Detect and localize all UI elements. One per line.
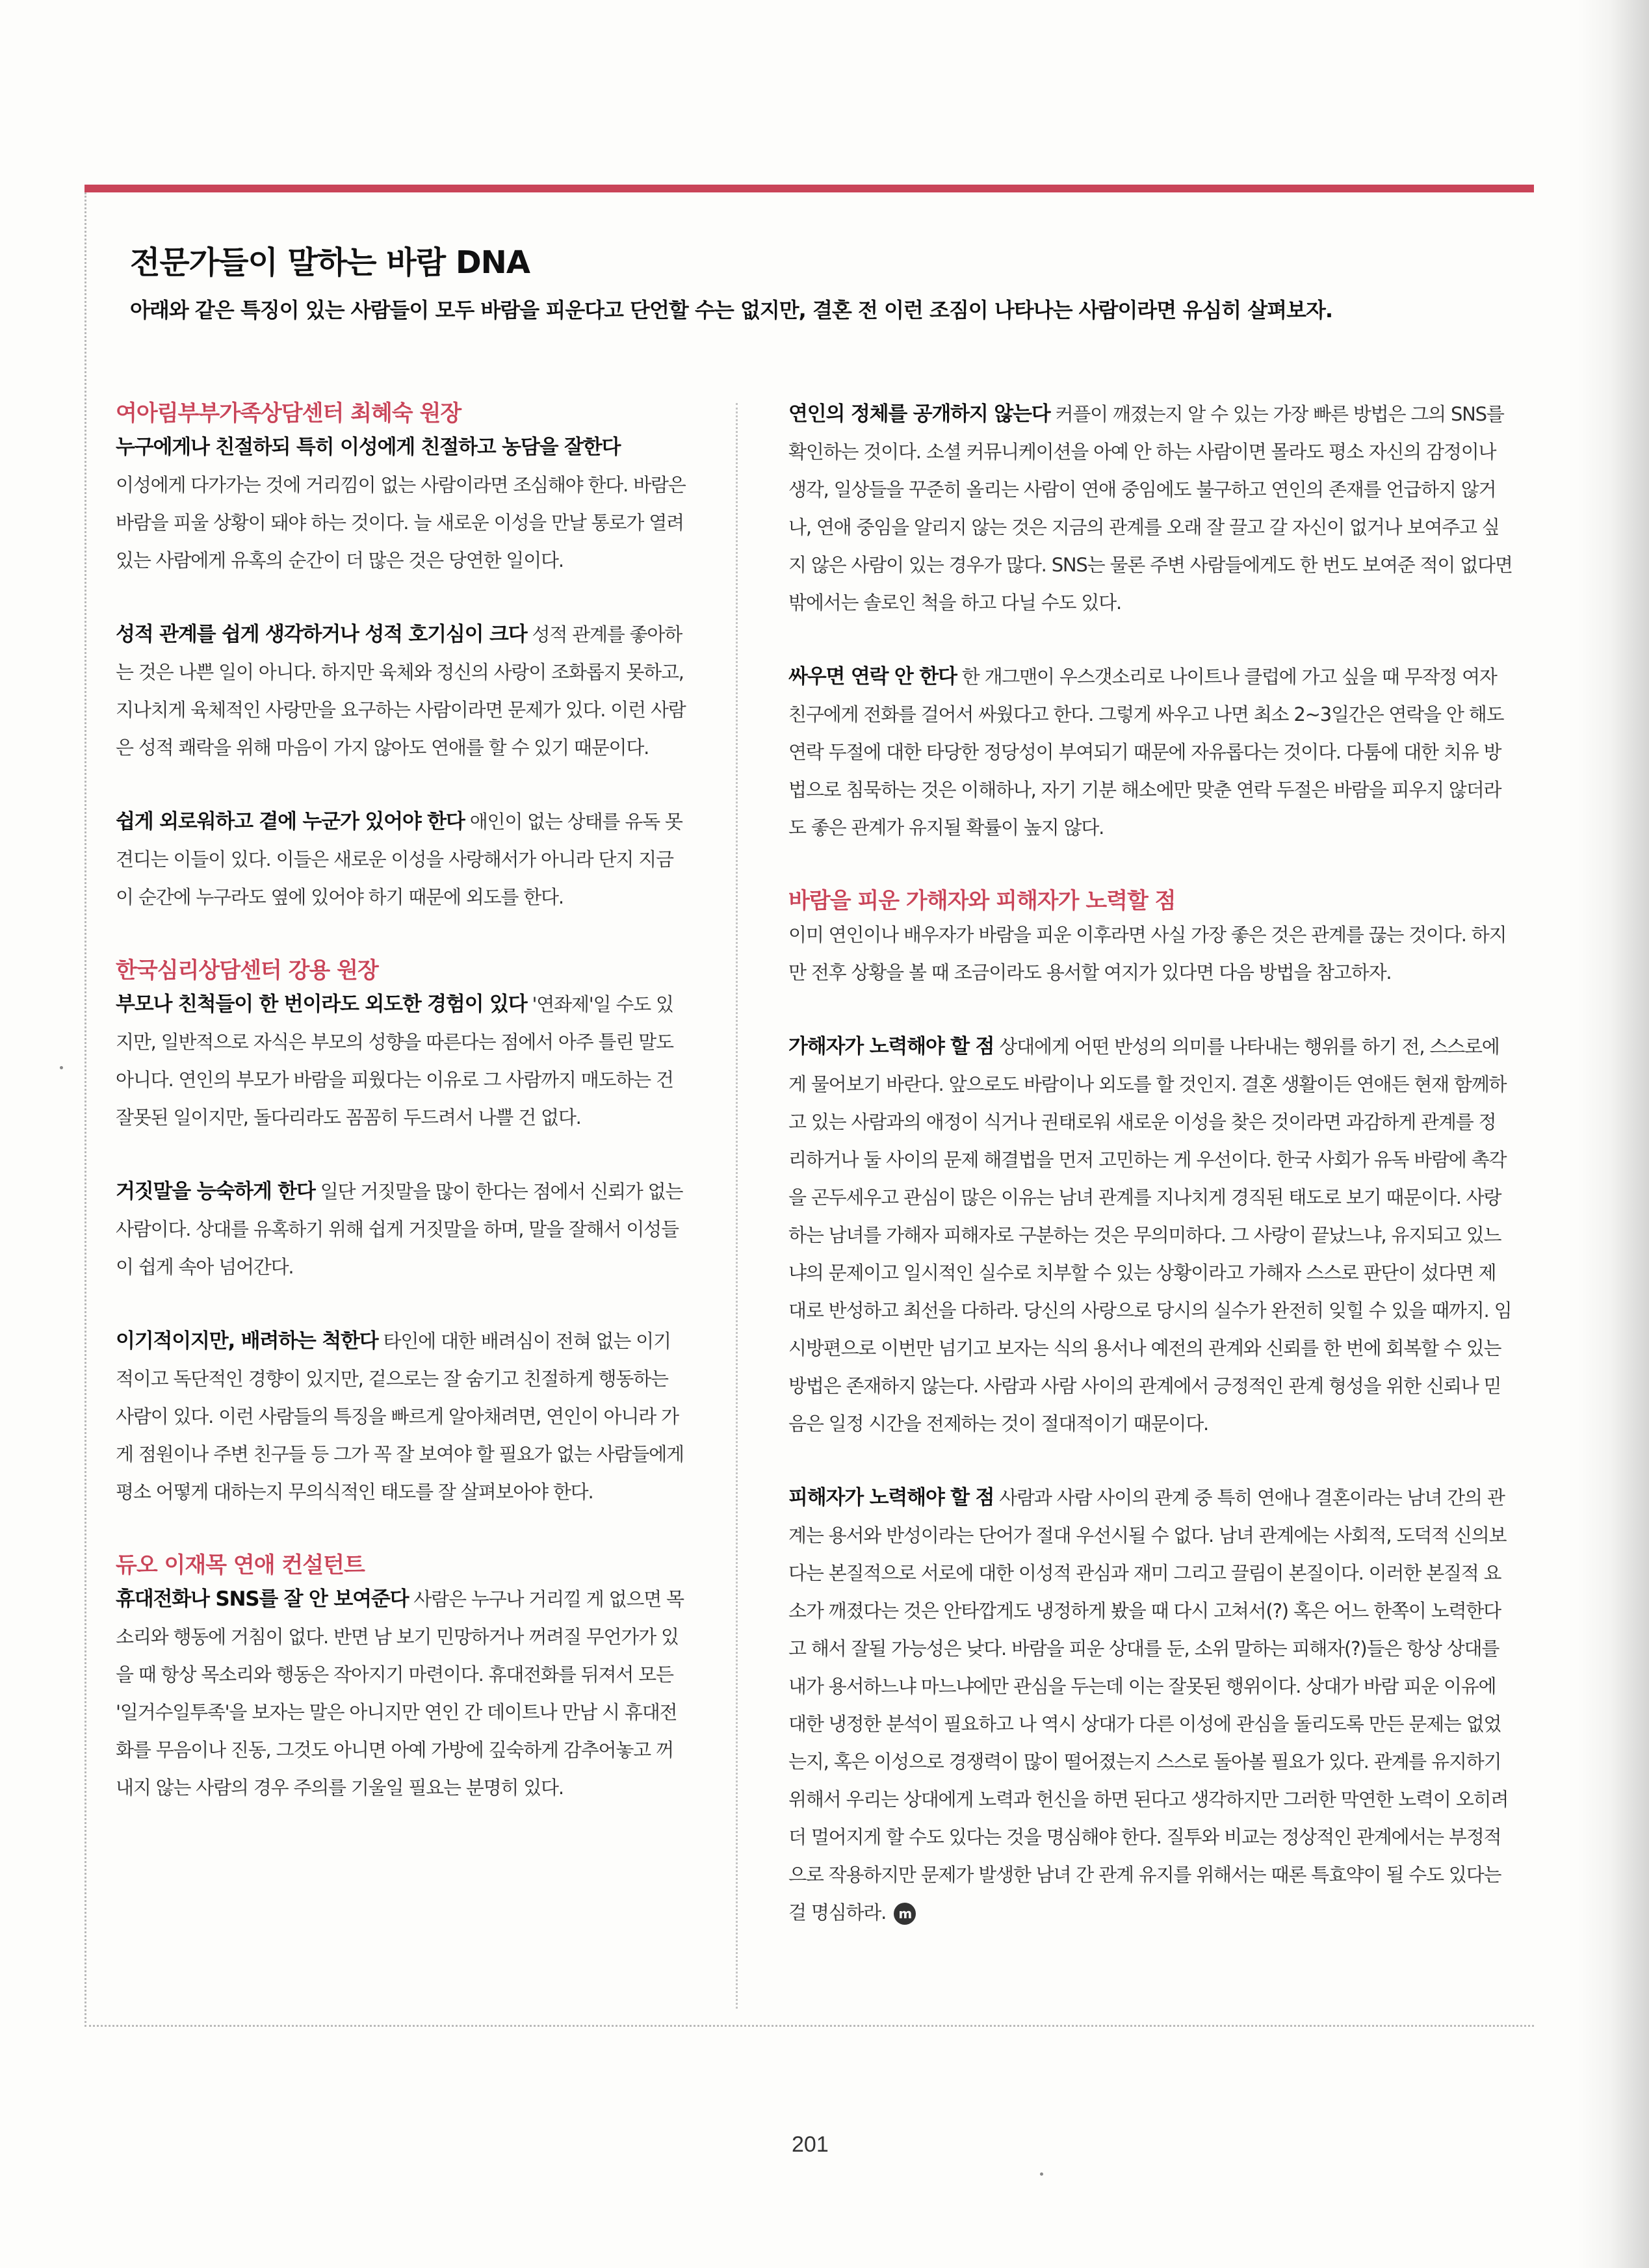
- top-accent-rule: [84, 185, 1534, 192]
- trait-text: '연좌제'일 수도 있지만, 일반적으로 자식은 부모의 성향을 따른다는 점에서 아주 틀린 말도 아니다. 연인의 부모가 바람을 피웠다는 이유로 그 사람까지 매도하는 건 잘못된 일이지만, 돌다리라도 꼼꼼히 두드려서 나쁠 건 없다.: [116, 993, 673, 1128]
- advice-lead: 가해자가 노력해야 할 점: [788, 1035, 994, 1058]
- trait-lead: 휴대전화나 SNS를 잘 안 보여준다: [116, 1587, 409, 1611]
- expert-heading: 여아림부부가족상담센터 최혜숙 원장: [116, 400, 461, 426]
- trait-text: 성적 관계를 좋아하는 것은 나쁜 일이 아니다. 하지만 육체와 정신의 사랑이 조화롭지 못하고, 지나치게 육체적인 사랑만을 요구하는 사람이라면 문제가 있다. 이런 사람은 성적 쾌락을 위해 마음이 가지 않아도 연애를 할 수 있기 때문이다.: [116, 623, 686, 759]
- trait-paragraph: [116, 616, 688, 766]
- right-column: [788, 395, 1513, 1968]
- column-divider: [736, 403, 738, 2009]
- trait-paragraph: [116, 1322, 688, 1511]
- trait-lead: 이기적이지만, 배려하는 척한다: [116, 1329, 378, 1353]
- trait-text: 타인에 대한 배려심이 전혀 없는 이기적이고 독단적인 경향이 있지만, 겉으로는 잘 숨기고 친절하게 행동하는 사람이 있다. 이런 사람들의 특징을 빠르게 알아채려면, 연인이 아니라 가게 점원이나 주변 친구들 등 그가 꼭 잘 보여야 할 필요가 없는 사람들에게 평소 어떻게 대하는지 무의식적인 태도를 잘 살펴보아야 한다.: [116, 1330, 684, 1503]
- advice-text: 상대에게 어떤 반성의 의미를 나타내는 행위를 하기 전, 스스로에게 물어보기 바란다. 앞으로도 바람이나 외도를 할 것인지. 결혼 생활이든 연애든 현재 함께하고 있는 사람과의 애정이 식거나 권태로워 새로운 이성을 찾은 것이라면 과감하게 관계를 정리하거나 둘 사이의 문제 해결법을 먼저 고민하는 게 우선이다. 한국 사회가 유독 바람에 촉각을 곤두세우고 관심이 많은 이유는 남녀 관계를 지나치게 경직된 태도로 보기 때문이다. 사랑하는 남녀를 가해자 피해자로 구분하는 것은 무의미하다. 그 사랑이 끝났느냐, 유지되고 있느냐의 문제이고 일시적인 실수로 치부할 수 있는 상황이라고 가해자 스스로 판단이 섰다면 제대로 반성하고 최선을 다하라. 당신의 사랑으로 당시의 실수가 완전히 잊힐 수 있을 때까지. 임시방편으로 이번만 넘기고 보자는 식의 용서나 예전의 관계와 신뢰를 한 번에 회복할 수 있는 방법은 존재하지 않는다. 사람과 사람 사이의 관계에서 긍정적인 관계 형성을 위한 신뢰나 믿음은 일정 시간을 전제하는 것이 절대적이기 때문이다.: [788, 1036, 1512, 1435]
- trait-paragraph: [788, 395, 1513, 621]
- advice-paragraph: [788, 1479, 1513, 1931]
- page-edge-shadow: [1578, 0, 1649, 2268]
- page-subtitle: 아래와 같은 특징이 있는 사람들이 모두 바람을 피운다고 단언할 수는 없지만, 결혼 전 이런 조짐이 나타나는 사람이라면 유심히 살펴보자.: [130, 298, 1333, 322]
- trait-text: 한 개그맨이 우스갯소리로 나이트나 클럽에 가고 싶을 때 무작정 여자 친구에게 전화를 걸어서 싸웠다고 한다. 그렇게 싸우고 나면 최소 2~3일간은 연락을 안 해도 연락 두절에 대한 타당한 정당성이 부여되기 때문에 자유롭다는 것이다. 다툼에 대한 치유 방법으로 침묵하는 것은 이해하나, 자기 기분 해소에만 맞춘 연락 두절은 바람을 피우지 않더라도 좋은 관계가 유지될 확률이 높지 않다.: [788, 666, 1504, 839]
- trait-text: 사람은 누구나 거리낄 게 없으면 목소리와 행동에 거침이 없다. 반면 남 보기 민망하거나 꺼려질 무언가가 있을 때 항상 목소리와 행동은 작아지기 마련이다. 휴대전화를 뒤져서 모든 '일거수일투족'을 보자는 말은 아니지만 연인 간 데이트나 만남 시 휴대전화를 무음이나 진동, 그것도 아니면 아예 가방에 깊숙하게 감추어놓고 꺼내지 않는 사람의 경우 주의를 기울일 필요는 분명히 있다.: [116, 1588, 684, 1799]
- trait-text: 일단 거짓말을 많이 한다는 점에서 신뢰가 없는 사람이다. 상대를 유혹하기 위해 쉽게 거짓말을 하며, 말을 잘해서 이성들이 쉽게 속아 넘어간다.: [116, 1180, 683, 1278]
- trait-lead: 누구에게나 친절하되 특히 이성에게 친절하고 농담을 잘한다: [116, 436, 621, 459]
- scan-speck: [1040, 2172, 1043, 2176]
- trait-lead: 부모나 친척들이 한 번이라도 외도한 경험이 있다: [116, 993, 527, 1016]
- advice-text: 사람과 사람 사이의 관계 중 특히 연애나 결혼이라는 남녀 간의 관계는 용서와 반성이라는 단어가 절대 우선시될 수 없다. 남녀 관계에는 사회적, 도덕적 신의보다는 본질적으로 서로에 대한 이성적 관심과 재미 그리고 끌림이 본질이다. 이러한 본질적 요소가 깨졌다는 것은 안타깝게도 냉정하게 봤을 때 다시 고쳐서(?) 혹은 어느 한쪽이 노력한다고 해서 잘될 가능성은 낮다. 바람을 피운 상대를 둔, 소위 말하는 피해자(?)들은 항상 상대를 내가 용서하느냐 마느냐에만 관심을 두는데 이는 잘못된 행위이다. 상대가 바람 피운 이유에 대한 냉정한 분석이 필요하고 나 역시 상대가 다른 이성에 관심을 돌리도록 만든 문제는 없었는지, 혹은 이성으로 경쟁력이 많이 떨어졌는지 스스로 돌아볼 필요가 있다. 관계를 유지하기 위해서 우리는 상대에게 노력과 헌신을 하면 된다고 생각하지만 그러한 막연한 노력이 오히려 더 멀어지게 할 수도 있다는 것을 명심해야 한다. 질투와 비교는 정상적인 관계에서는 부정적으로 작용하지만 문제가 발생한 남녀 간 관계 유지를 위해서는 때론 특효약이 될 수도 있다는 걸 명심하라.: [788, 1487, 1509, 1923]
- scan-speck: [60, 1066, 63, 1069]
- section-heading: 바람을 피운 가해자와 피해자가 노력할 점: [788, 888, 1176, 914]
- left-column: [116, 395, 688, 1843]
- advice-lead: 피해자가 노력해야 할 점: [788, 1486, 994, 1509]
- trait-lead: 성적 관계를 쉽게 생각하거나 성적 호기심이 크다: [116, 623, 527, 646]
- trait-paragraph: [116, 428, 688, 579]
- page-title: 전문가들이 말하는 바람 DNA: [130, 244, 530, 281]
- end-mark-icon: m: [894, 1903, 916, 1925]
- section-intro: 이미 연인이나 배우자가 바람을 피운 이후라면 사실 가장 좋은 것은 관계를 끊는 것이다. 하지만 전후 상황을 볼 때 조금이라도 용서할 여지가 있다면 다음 방법을 참고하자.: [788, 924, 1507, 984]
- page-number: 201: [792, 2132, 829, 2157]
- trait-paragraph: [788, 658, 1513, 846]
- trait-lead: 연인의 정체를 공개하지 않는다: [788, 402, 1050, 426]
- trait-lead: 싸우면 연락 안 한다: [788, 665, 957, 688]
- trait-lead: 쉽게 외로워하고 곁에 누군가 있어야 한다: [116, 810, 465, 833]
- advice-paragraph: [788, 1028, 1513, 1442]
- trait-paragraph: [116, 1580, 688, 1806]
- trait-text: 애인이 없는 상태를 유독 못 견디는 이들이 있다. 이들은 새로운 이성을 사랑해서가 아니라 단지 지금 이 순간에 누구라도 옆에 있어야 하기 때문에 외도를 한다.: [116, 811, 682, 908]
- trait-text: 이성에게 다가가는 것에 거리낌이 없는 사람이라면 조심해야 한다. 바람은 바람을 피울 상황이 돼야 하는 것이다. 늘 새로운 이성을 만날 통로가 열려 있는 사람에게 유혹의 순간이 더 많은 것은 당연한 일이다.: [116, 474, 686, 571]
- trait-paragraph: [116, 803, 688, 916]
- expert-heading: 한국심리상담센터 강용 원장: [116, 958, 378, 984]
- trait-lead: 거짓말을 능숙하게 한다: [116, 1180, 315, 1203]
- trait-text: 커플이 깨졌는지 알 수 있는 가장 빠른 방법은 그의 SNS를 확인하는 것이다. 소셜 커뮤니케이션을 아예 안 하는 사람이면 몰라도 평소 자신의 감정이나 생각, 일상들을 꾸준히 올리는 사람이 연애 중임에도 불구하고 연인의 존재를 언급하지 않거나, 연애 중임을 알리지 않는 것은 지금의 관계를 오래 잘 끌고 갈 자신이 없거나 보여주고 싶지 않은 사람이 있는 경우가 많다. SNS는 물론 주변 사람들에게도 한 번도 보여준 적이 없다면 밖에서는 솔로인 척을 하고 다닐 수도 있다.: [788, 403, 1513, 614]
- trait-paragraph: [116, 985, 688, 1136]
- trait-paragraph: [116, 1173, 688, 1286]
- expert-heading: 듀오 이재목 연애 컨설턴트: [116, 1552, 365, 1578]
